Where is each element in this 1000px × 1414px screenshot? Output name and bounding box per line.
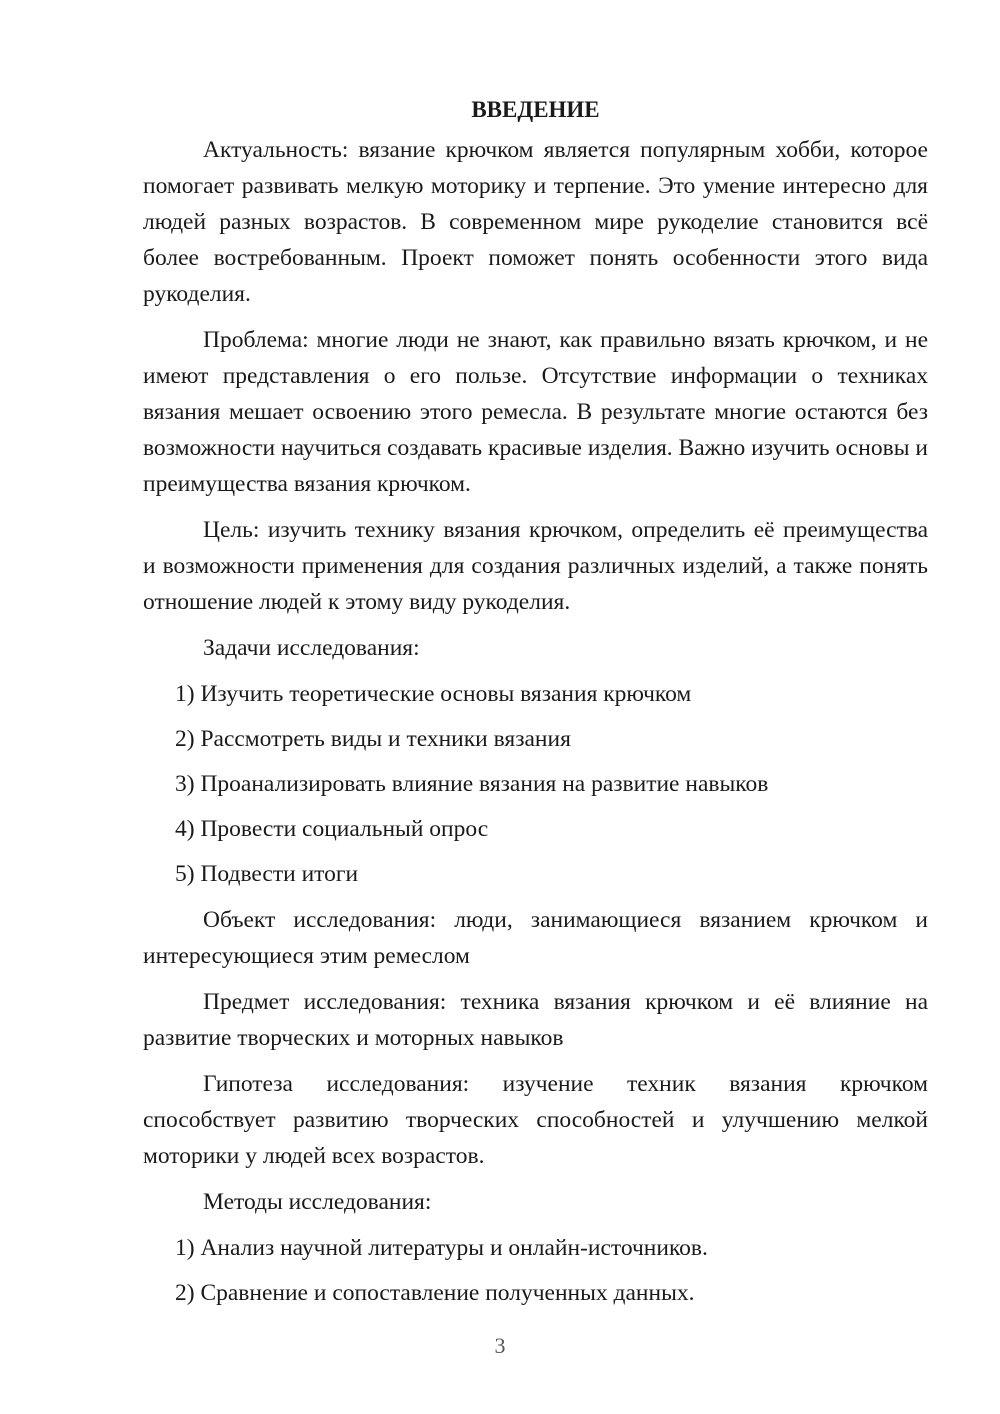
page-number: 3 — [494, 1333, 506, 1358]
methods-list — [143, 1230, 928, 1311]
relevance-paragraph: Актуальность: вязание крючком является популярным хобби, которое помогает развивать мелкую моторику и терпение. Это умение интересно для людей разных возрастов. В современном мире рукоделие становится всё более востребованным. Проект поможет понять особенности этого вида рукоделия. — [143, 137, 928, 307]
document-page — [143, 92, 928, 1321]
list-item: 2) Сравнение и сопоставление полученных данных. — [175, 1280, 695, 1306]
list-item: 2) Рассмотреть виды и техники вязания — [175, 726, 571, 752]
subject-paragraph: Предмет исследования: техника вязания крючком и её влияние на развитие творческих и моторных навыков — [143, 989, 928, 1051]
list-item: 3) Проанализировать влияние вязания на развитие навыков — [175, 771, 769, 797]
problem-paragraph: Проблема: многие люди не знают, как правильно вязать крючком, и не имеют представления о его пользе. Отсутствие информации о техниках вязания мешает освоению этого ремесла. В результате многие остаются без возможности научиться создавать красивые изделия. Важно изучить основы и преимущества вязания крючком. — [143, 327, 928, 497]
page-title: ВВЕДЕНИЕ — [471, 97, 600, 122]
list-item: 1) Анализ научной литературы и онлайн-источников. — [175, 1235, 708, 1261]
list-item: 4) Провести социальный опрос — [175, 816, 489, 842]
methods-heading: Методы исследования: — [203, 1189, 432, 1215]
object-paragraph: Объект исследования: люди, занимающиеся вязанием крючком и интересующиеся этим ремеслом — [143, 907, 928, 969]
list-item: 5) Подвести итоги — [175, 861, 359, 887]
tasks-heading: Задачи исследования: — [203, 635, 420, 661]
goal-paragraph: Цель: изучить технику вязания крючком, определить её преимущества и возможности применения для создания различных изделий, а также понять отношение людей к этому виду рукоделия. — [143, 517, 928, 615]
tasks-list — [143, 676, 928, 892]
list-item: 1) Изучить теоретические основы вязания крючком — [175, 681, 692, 707]
hypothesis-paragraph: Гипотеза исследования: изучение техник вязания крючком способствует развитию творческих способностей и улучшению мелкой моторики у людей всех возрастов. — [143, 1071, 928, 1169]
